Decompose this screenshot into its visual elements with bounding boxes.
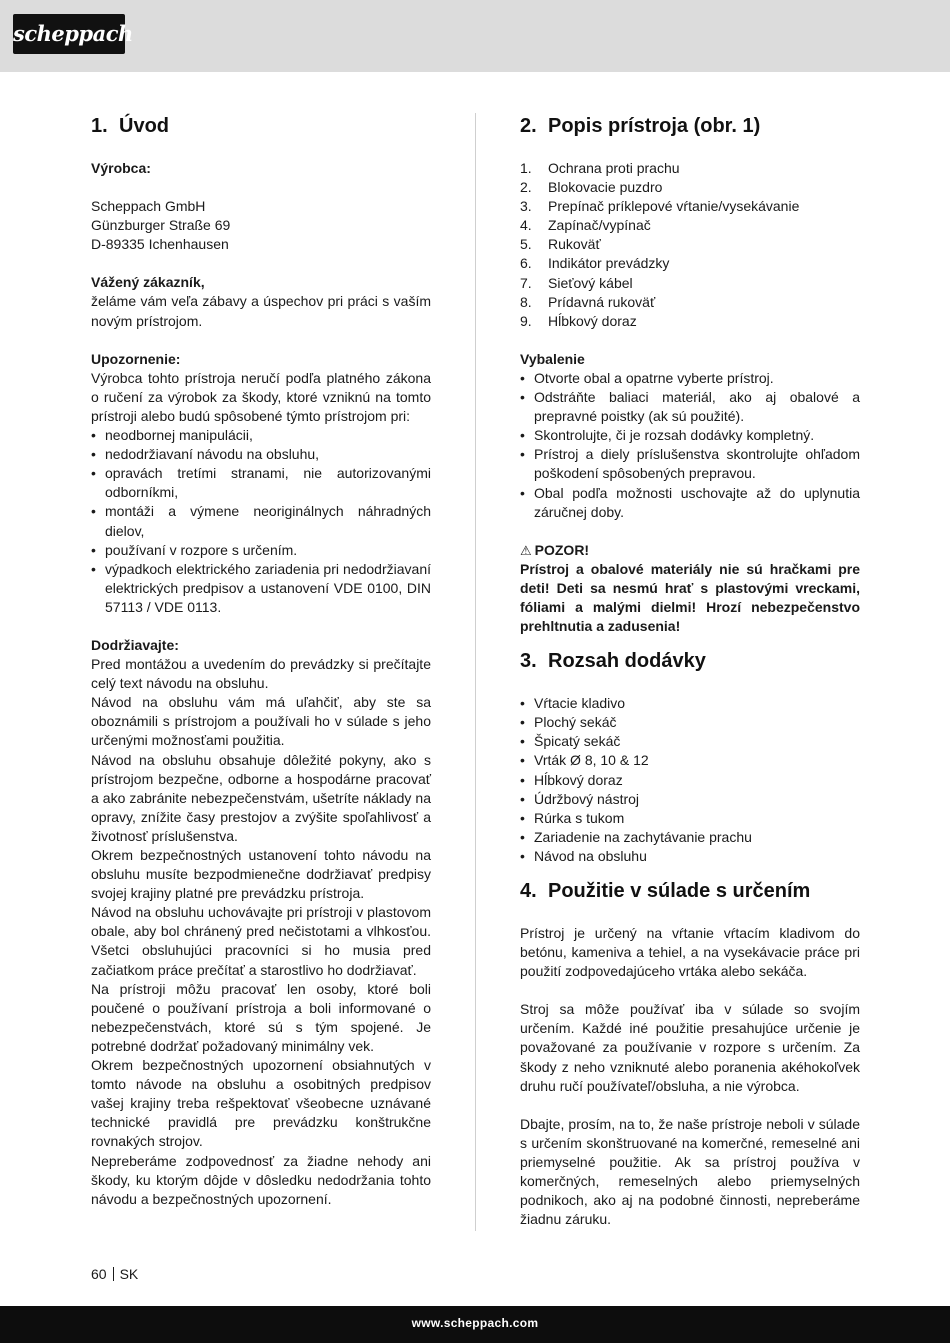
usage-paragraph: Dbajte, prosím, na to, že naše prístroje neboli v súlade s určením skonštruované na komerčné, remeselné ani priemyselné použitie. Ak sa prístroj používa v komerčných, remeselných alebo priemyselných podnikoch, ako aj na podobné činnosti, nepreberáme žiadnu záruku. <box>520 1115 860 1228</box>
manufacturer-label: Výrobca: <box>91 160 151 176</box>
list-item: • Obal podľa možnosti uschovajte až do uplynutia záručnej doby. <box>520 484 860 522</box>
notice-text: Výrobca tohto prístroja neručí podľa platného zákona o ručení za výrobok za škody, ktoré vzniknú na tomto prístroji alebo budú spôsobené týmto prístrojom pri: <box>91 369 431 424</box>
notice-label: Upozornenie: <box>91 350 181 367</box>
observe-paragraph: Pred montážou a uvedením do prevádzky si prečítajte celý text návodu na obsluhu. <box>91 656 431 692</box>
page-header <box>0 0 950 72</box>
notice-list <box>91 426 431 617</box>
section-heading-intro: 1. Úvod <box>91 115 169 137</box>
list-item: • používaní v rozpore s určením. <box>91 541 431 560</box>
warning-text: Prístroj a obalové materiály nie sú hračkami pre deti! Deti sa nesmú hrať s plastovými vreckami, fóliami a malými dielmi! Hrozí nebezpečenstvo prehltnutia a zadusenia! <box>520 560 860 635</box>
list-item: • Otvorte obal a opatrne vyberte prístroj. <box>520 369 860 388</box>
page-number: 60 SK <box>91 1266 139 1282</box>
parts-list <box>520 159 860 331</box>
observe-paragraph: Návod na obsluhu obsahuje dôležité pokyny, ako s prístrojom bezpečne, odborne a hospodárne pracovať a ako zabránite nebezpečenstvám, ušetríte náklady na opravy, znížite časy prestojov a zvýšite spoľahlivosť a životnosť príslušenstva. <box>91 751 431 844</box>
address-line: Scheppach GmbH <box>91 198 206 215</box>
observe-paragraph: Návod na obsluhu uchovávajte pri prístroji v plastovom obale, aby bol chránený pred nečistotami a vlhkosťou. Všetci obsluhujúci pracovníci si ho musia pred začiatkom práce prečítať a starostlivo ho dodržiavať. <box>91 904 431 978</box>
list-item: • Prístroj a diely príslušenstva skontrolujte ohľadom poškodení spôsobených prepravou. <box>520 445 860 483</box>
list-item: 1. Ochrana proti prachu <box>520 160 680 176</box>
observe-paragraph: Okrem bezpečnostných upozornení obsiahnutých v tomto návode na obsluhu a osobitných predpisov vašej krajiny treba rešpektovať všeobecne uznávané technické pravidlá pre prevádzku konštrukčne rovnakých strojov. <box>91 1057 431 1150</box>
usage-paragraph: Stroj sa môže používať iba v súlade so svojím určením. Každé iné použitie presahujúce určenie je považované za používanie v rozpore s určením. Za škody z neho vzniknuté alebo poranenia akéhokoľvek druhu ručí používateľ/obsluha, a nie výrobca. <box>520 1001 860 1094</box>
section-heading-delivery: 3. Rozsah dodávky <box>520 650 706 673</box>
delivery-list <box>520 694 860 866</box>
list-item: 6. Indikátor prevádzky <box>520 255 670 272</box>
unpacking-label: Vybalenie <box>520 350 585 367</box>
column-divider <box>475 113 476 1231</box>
footer-separator <box>113 1267 114 1281</box>
right-column <box>520 113 860 1229</box>
list-item: • Zariadenie na zachytávanie prachu <box>520 828 860 847</box>
list-item: 4. Zapínač/vypínač <box>520 217 651 234</box>
list-item: • Odstráňte baliaci materiál, ako aj obalové a prepravné poistky (ak sú použité). <box>520 388 860 426</box>
dear-customer-label: Vážený zákazník, <box>91 274 205 291</box>
list-item: • opravách tretími stranami, nie autorizovanými odborníkmi, <box>91 464 431 502</box>
list-item: • Vŕtacie kladivo <box>520 694 860 713</box>
list-item: • Údržbový nástroj <box>520 790 860 809</box>
list-item: • Hĺbkový doraz <box>520 771 860 790</box>
list-item: • Rúrka s tukom <box>520 809 860 828</box>
scheppach-logo: scheppach <box>13 14 125 54</box>
section-heading-description: 2. Popis prístroja (obr. 1) <box>520 115 761 137</box>
footer-bar <box>0 1306 950 1343</box>
observe-paragraph: Na prístroji môžu pracovať len osoby, ktoré boli poučené o používaní prístroja a boli informované o nebezpečenstvách, ktoré sú s tým spojené. Je potrebné dodržať požadovaný minimálny vek. <box>91 980 431 1054</box>
observe-label: Dodržiavajte: <box>91 636 179 653</box>
warning-heading: ⚠ POZOR! <box>520 541 860 560</box>
observe-paragraph: Okrem bezpečnostných ustanovení tohto návodu na obsluhu musíte bezpodmienečne dodržiavať predpisy svojej krajiny platné pre prevádzku prístroja. <box>91 847 431 902</box>
list-item: • Plochý sekáč <box>520 713 860 732</box>
observe-paragraph: Nepreberáme zodpovednosť za žiadne nehody ani škody, ku ktorým dôjde v dôsledku nedodržania tohto návodu a bezpečnostných upozornení. <box>91 1152 431 1207</box>
list-item: 3. Prepínač príklepové vŕtanie/vysekávanie <box>520 198 800 215</box>
list-item: • Špicatý sekáč <box>520 732 860 751</box>
list-item: • Skontrolujte, či je rozsah dodávky kompletný. <box>520 426 860 445</box>
left-column <box>91 113 431 1209</box>
website-link[interactable]: www.scheppach.com <box>411 1316 539 1330</box>
section-heading-intended-use: 4. Použitie v súlade s určením <box>520 880 811 902</box>
unpacking-list <box>520 369 860 522</box>
list-item: • nedodržiavaní návodu na obsluhu, <box>91 445 431 464</box>
warning-icon: ⚠ <box>520 542 532 558</box>
address-line: D-89335 Ichenhausen <box>91 236 229 253</box>
list-item: 2. Blokovacie puzdro <box>520 179 663 196</box>
list-item: 7. Sieťový kábel <box>520 274 633 291</box>
list-item: 8. Prídavná rukoväť <box>520 293 656 310</box>
list-item: • Návod na obsluhu <box>520 847 860 866</box>
list-item: • výpadkoch elektrického zariadenia pri nedodržiavaní elektrických predpisov a ustanovení VDE 0100, DIN 57113 / VDE 0113. <box>91 560 431 617</box>
list-item: 9. Hĺbkový doraz <box>520 312 637 329</box>
observe-paragraph: Návod na obsluhu vám má uľahčiť, aby ste sa oboznámili s prístrojom a používali ho v súlade s jeho určenými možnosťami použitia. <box>91 694 431 749</box>
list-item: • montáži a výmene neoriginálnych náhradných dielov, <box>91 502 431 540</box>
list-item: • neodbornej manipulácii, <box>91 426 431 445</box>
usage-paragraph: Prístroj je určený na vŕtanie vŕtacím kladivom do betónu, kameniva a tehiel, a na vysekávacie práce pri použití zodpovedajúceho vrtáka alebo sekáča. <box>520 925 860 980</box>
list-item: 5. Rukoväť <box>520 236 601 253</box>
address-line: Günzburger Straße 69 <box>91 217 231 234</box>
dear-customer-text: želáme vám veľa zábavy a úspechov pri práci s vaším novým prístrojom. <box>91 293 431 329</box>
list-item: • Vrták Ø 8, 10 & 12 <box>520 751 860 770</box>
